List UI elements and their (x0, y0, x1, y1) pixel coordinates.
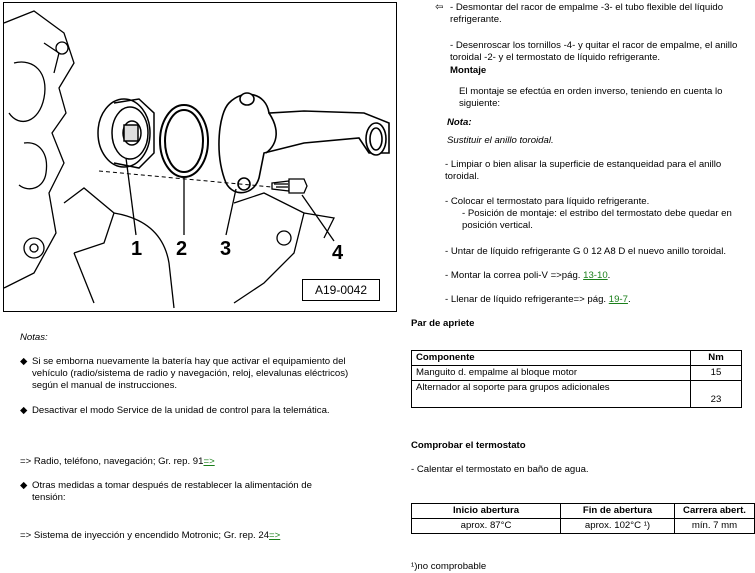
callout-4: 4 (332, 242, 344, 264)
ref-radio-text: => Radio, teléfono, navegación; Gr. rep. 91 (20, 456, 204, 467)
link-motronic-ref[interactable]: => (269, 530, 281, 541)
diamond-bullet-icon: ◆ (20, 356, 28, 367)
ref-radio (20, 456, 215, 468)
table-cell: 15 (691, 365, 742, 380)
callout-1: 1 (131, 238, 143, 260)
link-radio-ref[interactable]: => (203, 456, 215, 467)
opening-table (411, 503, 755, 534)
check-step: - Calentar el termostato en baño de agua. (411, 464, 589, 475)
table-header-row (412, 351, 742, 366)
bolt-part (272, 179, 307, 193)
thermostat-part (98, 99, 154, 168)
step-unscrew-bolts: - Desenroscar los tornillos -4- y quitar el racor de empalme, el anillo toroidal -2- y el termostato de líquido refrigerante. (450, 40, 738, 63)
table-row (412, 365, 742, 380)
callout-2: 2 (176, 238, 188, 260)
step-coat-ring: - Untar de líquido refrigerante G 0 12 A8 D el nuevo anillo toroidal. (445, 246, 727, 257)
connector-pipe-part (219, 93, 389, 193)
nota-text: Sustituir el anillo toroidal. (447, 135, 554, 146)
link-page-13-10[interactable]: 13-10 (583, 270, 608, 281)
callout-3: 3 (220, 238, 232, 260)
thermostat-illustration (3, 2, 397, 312)
step-mount-belt-text: - Montar la correa poli-V =>pág. (445, 270, 584, 281)
note-other-measures: Otras medidas a tomar después de restablecer la alimentación de tensión: (32, 480, 312, 503)
table-cell: 23 (691, 380, 742, 407)
col-header-component: Componente (412, 351, 691, 366)
check-heading: Comprobar el termostato (411, 440, 526, 451)
col-header-stroke: Carrera abert. (675, 504, 755, 519)
nota-heading: Nota: (447, 117, 472, 128)
figure-reference: A19-0042 (302, 279, 380, 301)
table-cell: aprox. 87°C (412, 518, 561, 533)
table-row (412, 380, 742, 407)
diamond-bullet-icon: ◆ (20, 480, 28, 491)
torque-table (411, 350, 742, 408)
ref-motronic (20, 530, 280, 542)
table-cell: mín. 7 mm (675, 518, 755, 533)
o-ring-part (160, 105, 208, 177)
step-mount-belt (445, 270, 750, 282)
step-fill-coolant-text: - Llenar de líquido refrigerante=> pág. (445, 294, 609, 305)
table-row (412, 518, 755, 533)
link-page-19-7[interactable]: 19-7 (608, 294, 628, 305)
col-header-end: Fin de abertura (561, 504, 675, 519)
table-cell: Manguito d. empalme al bloque motor (412, 365, 691, 380)
diamond-bullet-icon: ◆ (20, 405, 28, 416)
col-header-nm: Nm (691, 351, 742, 366)
ref-motronic-text: => Sistema de inyección y encendido Motronic; Gr. rep. 24 (20, 530, 270, 541)
table-header-row (412, 504, 755, 519)
step-clean-surface: - Limpiar o bien alisar la superficie de estanqueidad para el anillo toroidal. (445, 159, 722, 182)
montaje-heading: Montaje (450, 65, 487, 76)
note-battery: Si se emborna nuevamente la batería hay que activar el equipamiento del vehículo (radio/sistema de radio y navegación, reloj, elevalunas eléctricos) según el manual de instrucciones. (32, 356, 349, 391)
table-cell: aprox. 102°C ¹) (561, 518, 675, 533)
step-fit-thermostat: - Colocar el termostato para líquido refrigerante. (445, 196, 650, 207)
montaje-text: El montaje se efectúa en orden inverso, teniendo en cuenta lo siguiente: (459, 86, 723, 109)
col-header-start: Inicio abertura (412, 504, 561, 519)
notes-heading: Notas: (20, 332, 48, 343)
note-service-mode: Desactivar el modo Service de la unidad de control para la telemática. (32, 405, 330, 416)
step-fit-position: - Posición de montaje: el estribo del termostato debe quedar en posición vertical. (462, 208, 732, 231)
step-disconnect-hose: - Desmontar del racor de empalme -3- el tubo flexible del líquido refrigerante. (450, 2, 724, 25)
step-fill-coolant-end: . (627, 294, 631, 305)
table-cell: Alternador al soporte para grupos adicionales (412, 380, 691, 407)
footnote: ¹)no comprobable (411, 561, 487, 572)
step-fill-coolant (445, 294, 750, 306)
torque-heading: Par de apriete (411, 318, 475, 328)
arrow-left-icon: ⇦ (435, 2, 444, 13)
step-mount-belt-end: . (607, 270, 611, 281)
